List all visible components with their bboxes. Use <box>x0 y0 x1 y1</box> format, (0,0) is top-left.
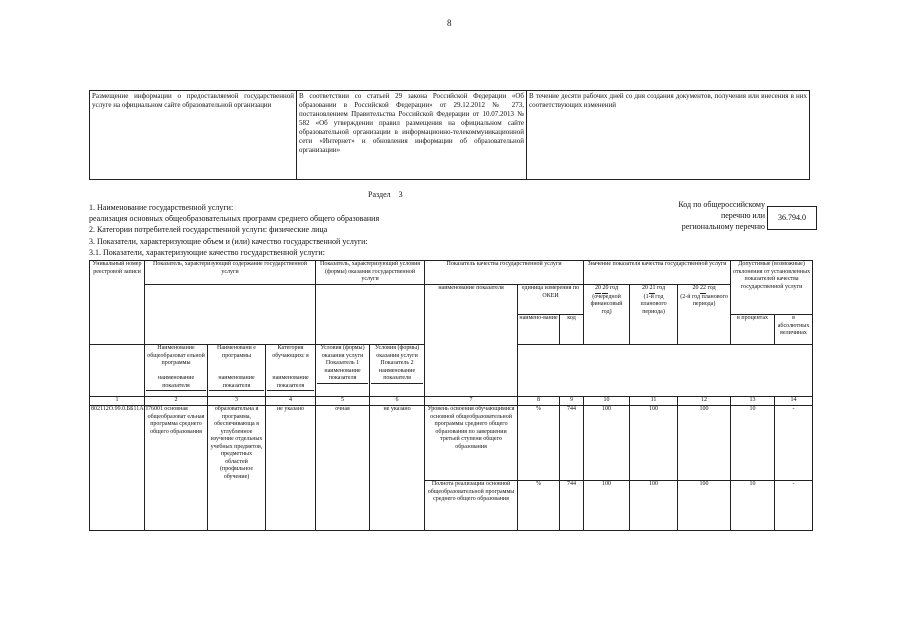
indicator-name: Полнота реализации основной общеобразовательной программы среднего общего образования <box>425 481 518 531</box>
indicator-value-1: 100 <box>584 406 630 481</box>
sub-label: наименование показателя <box>371 368 423 384</box>
col-num: 6 <box>370 397 425 406</box>
header-unique-number: Уникальный номер реестровой записи <box>90 261 145 345</box>
col-num: 14 <box>775 397 813 406</box>
condition-2-label: Условия (формы) оказания услуги Показатель 2 <box>374 345 420 366</box>
code-label-line1: Код по общероссийскому <box>678 200 765 209</box>
col-num: 5 <box>316 397 370 406</box>
table-row <box>90 406 813 481</box>
program-name-label: Наименовани е программы <box>217 345 256 359</box>
header-absolute: в абсолютных величинах <box>775 315 813 345</box>
section-label: Раздел <box>368 190 391 199</box>
indicator-value-2: 100 <box>630 406 678 481</box>
indicators-heading: 3. Показатели, характеризующие объем и (или) качество государственной услуги: <box>89 237 368 246</box>
col-num: 1 <box>90 397 145 406</box>
subheader-program-name <box>208 345 266 397</box>
info-disclosure-table <box>89 90 810 180</box>
subheader-condition-1 <box>316 345 370 397</box>
header-indicator-name: наименование показателя <box>425 285 518 397</box>
quality-indicators-heading: 3.1. Показатели, характеризующие качество государственной услуги: <box>89 248 325 257</box>
student-category-value: не указано <box>266 406 316 531</box>
year-1-note: (очередной финансовый год) <box>590 293 623 315</box>
sub-label: наименование показателя <box>267 375 314 391</box>
year-2-note: (1-й год планового периода) <box>640 293 667 315</box>
info-frequency-cell: В течение десяти рабочих дней со дня создания документов, получения или внесения в них соответствующих изменений <box>527 91 810 180</box>
info-method-cell: Размещение информации о предоставляемой государственной услуге на официальном сайте образовательной организации <box>90 91 297 180</box>
col-num: 9 <box>560 397 584 406</box>
year-2-prefix: 20 <box>641 285 648 291</box>
indicator-pct: 10 <box>731 406 775 481</box>
service-name-value: реализация основных общеобразовательных программ среднего общего образования <box>89 214 380 223</box>
condition-2-value: не указано <box>370 406 425 531</box>
subheader-student-category <box>266 345 316 397</box>
page-number: 8 <box>447 18 452 28</box>
registry-code: 802112О.99.0.ББ11АП76001 <box>90 406 145 531</box>
header-conditions: Показатель, характеризующий условия (формы) оказания государственной услуги <box>316 261 425 285</box>
quality-indicators-table <box>89 260 813 531</box>
conditions-blank <box>316 285 425 345</box>
year-3-note: (2-й год планового периода) <box>680 293 728 307</box>
year-3-prefix: 20 <box>692 285 699 291</box>
indicator-code: 744 <box>560 406 584 481</box>
code-label-line2: перечню или <box>720 211 765 220</box>
header-year-1 <box>584 285 630 345</box>
col-num: 3 <box>208 397 266 406</box>
indicator-code: 744 <box>560 481 584 531</box>
year-1-suffix: 20 <box>602 285 608 294</box>
condition-1-label: Условия (формы) оказания услуги Показатель 1 <box>320 345 365 366</box>
condition-1-value: очная <box>316 406 370 531</box>
header-unit-code: код <box>560 315 584 345</box>
year-2-word: год <box>656 285 666 291</box>
col-num: 10 <box>584 397 630 406</box>
header-year-3 <box>678 285 731 345</box>
indicator-pct: 10 <box>731 481 775 531</box>
sub-label: наименование показателя <box>209 375 264 391</box>
indicator-abs: - <box>775 406 813 481</box>
col-num: 13 <box>731 397 775 406</box>
indicator-name: Уровень освоения обучающимися основной общеобразовательной программы среднего общего образования по завершении третьей ступени общего образования <box>425 406 518 481</box>
header-content: Показатель, характеризующий содержание государственной услуги <box>145 261 316 285</box>
section-number: 3 <box>398 190 403 199</box>
info-content-cell: В соответствии со статьей 29 закона Российской Федерации «Об образовании в Российской Федерации» от 29.12.2012 № 273, постановлением Правительства Российской Федерации от 10.07.2013 № 582 «Об утверждении правил размещения на официальном сайте образовательной организации в информационно-телекоммуникационной сети «Интернет» и обновления информации об образовательной организации» <box>297 91 527 180</box>
header-value: Значение показателя качества государственной услуги <box>584 261 731 285</box>
indicator-value-3: 100 <box>678 481 731 531</box>
sub-label: наименование показателя <box>146 375 206 391</box>
consumer-category: 2. Категории потребителей государственной услуги: физические лица <box>89 225 328 234</box>
program-name-value: образовательна я программа, обеспечивающа я углубленное изучение отдельных учебных предметов, предметных областей (профильное обучение) <box>208 406 266 531</box>
header-unit-name: наимено-вание <box>518 315 560 345</box>
col-num: 11 <box>630 397 678 406</box>
code-value-box: 36.794.0 <box>767 206 817 230</box>
year-1-word: год <box>609 285 619 291</box>
indicator-abs: - <box>775 481 813 531</box>
indicator-unit: % <box>518 481 560 531</box>
year-3-suffix: 22 <box>700 285 706 294</box>
content-blank <box>145 285 316 345</box>
sub-label: наименование показателя <box>317 368 368 384</box>
indicator-unit: % <box>518 406 560 481</box>
program-type-label: Наименование общеобразоват ельной программы <box>147 345 205 366</box>
indicator-value-2: 100 <box>630 481 678 531</box>
col-num: 8 <box>518 397 560 406</box>
indicator-value-1: 100 <box>584 481 630 531</box>
subheader-blank-2 <box>518 345 813 397</box>
column-numbers-row <box>90 397 813 406</box>
header-percent: в процентах <box>731 315 775 345</box>
col-num: 4 <box>266 397 316 406</box>
col-num: 2 <box>145 397 208 406</box>
section-heading <box>368 190 403 199</box>
header-unit: единица измерения по ОКЕИ <box>518 285 584 315</box>
col-num: 12 <box>678 397 731 406</box>
year-3-word: год <box>707 285 716 291</box>
col-num: 7 <box>425 397 518 406</box>
year-1-prefix: 20 <box>595 285 601 294</box>
header-year-2 <box>630 285 678 345</box>
service-name-label: 1. Наименование государственной услуги: <box>89 203 234 212</box>
code-label <box>655 199 765 232</box>
program-type-value: основная общеобразоват ельная программа среднего общего образования <box>145 406 208 531</box>
code-label-line3: региональному перечню <box>681 222 765 231</box>
subheader-program-type <box>145 345 208 397</box>
subheader-condition-2 <box>370 345 425 397</box>
indicator-value-3: 100 <box>678 406 731 481</box>
header-quality: Показатель качества государственной услуги <box>425 261 584 285</box>
student-category-label: Категория обучающихс я <box>272 345 309 359</box>
header-deviation: Допустимые (возможные) отклонения от установленных показателей качества государственной услуги <box>731 261 813 315</box>
year-2-suffix: 21 <box>649 285 655 294</box>
subheader-blank-1 <box>90 345 145 397</box>
